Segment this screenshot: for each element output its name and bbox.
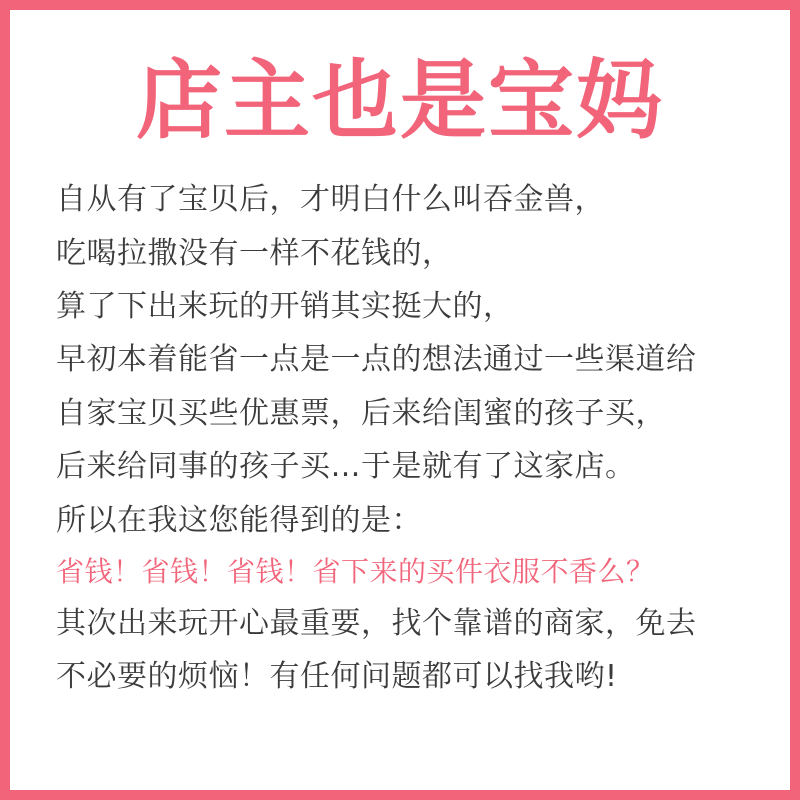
body-line-highlight: 省钱！省钱！省钱！省下来的买件衣服不香么？ [56,554,655,588]
frame-border-top [0,0,800,10]
body-line: 后来给同事的孩子买…于是就有了这家店。 [56,449,636,485]
body-line: 算了下出来玩的开销其实挺大的， [56,288,514,324]
body-line: 所以在我这您能得到的是： [56,502,422,538]
body-line: 其次出来玩开心最重要，找个靠谱的商家，免去 [56,605,697,641]
poster-headline: 店主也是宝妈 [136,51,664,151]
frame-border-right [790,0,800,800]
frame-border-bottom [0,790,800,800]
body-line: 吃喝拉撒没有一样不花钱的， [56,235,453,271]
frame-border-left [0,0,10,800]
body-line: 早初本着能省一点是一点的想法通过一些渠道给 [56,342,697,378]
body-line: 不必要的烦恼！有任何问题都可以找我哟! [56,659,618,695]
body-line: 自家宝贝买些优惠票，后来给闺蜜的孩子买， [56,395,666,431]
poster-content [10,10,790,790]
poster-body [50,173,750,703]
body-line: 自从有了宝贝后，才明白什么叫吞金兽， [56,182,605,218]
